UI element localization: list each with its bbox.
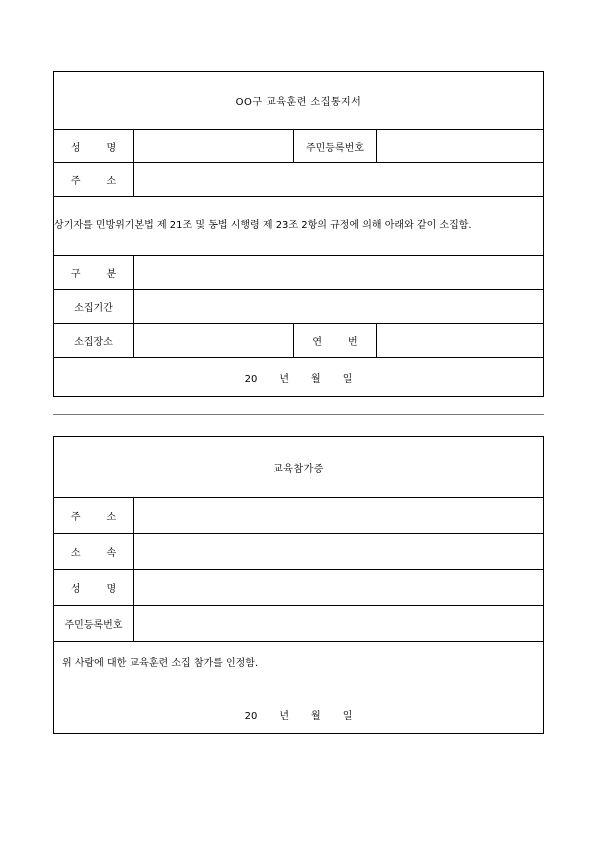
- resident-id-label: 주민등록번호: [294, 130, 377, 163]
- cert-name-field[interactable]: [134, 570, 544, 606]
- name-field[interactable]: [134, 130, 294, 163]
- participation-certificate-form: [53, 436, 544, 734]
- resident-id-field[interactable]: [377, 130, 544, 163]
- serial-number-field[interactable]: [377, 324, 544, 358]
- cert-name-label: 성 명: [54, 570, 134, 606]
- issue-date-line: 20 년 월 일: [54, 358, 544, 397]
- cert-address-label: 주 소: [54, 498, 134, 534]
- address-label: 주 소: [54, 163, 134, 197]
- certification-statement-cell: [54, 642, 544, 734]
- category-label: 구 분: [54, 256, 134, 290]
- cert-date-line: 20 년 월 일: [244, 711, 353, 722]
- serial-number-label: 연 번: [294, 324, 377, 358]
- period-field[interactable]: [134, 290, 544, 324]
- cert-resident-id-field[interactable]: [134, 606, 544, 642]
- address-field[interactable]: [134, 163, 544, 197]
- summons-statement: 상기자를 민방위기본법 제 21조 및 동법 시행령 제 23조 2항의 규정에 의해 아래와 같이 소집함.: [54, 197, 544, 256]
- name-label: 성 명: [54, 130, 134, 163]
- certification-statement: 위 사람에 대한 교육훈련 소집 참가를 인정함.: [62, 658, 259, 669]
- place-field[interactable]: [134, 324, 294, 358]
- certificate-title: 교육참가증: [54, 437, 544, 498]
- notice-title: OO구 교육훈련 소집통지서: [54, 72, 544, 130]
- summons-notice-form: [53, 71, 544, 397]
- cert-affiliation-label: 소 속: [54, 534, 134, 570]
- period-label: 소집기간: [54, 290, 134, 324]
- cert-address-field[interactable]: [134, 498, 544, 534]
- place-label: 소집장소: [54, 324, 134, 358]
- cert-resident-id-label: 주민등록번호: [54, 606, 134, 642]
- cert-affiliation-field[interactable]: [134, 534, 544, 570]
- section-divider: [53, 414, 544, 415]
- category-field[interactable]: [134, 256, 544, 290]
